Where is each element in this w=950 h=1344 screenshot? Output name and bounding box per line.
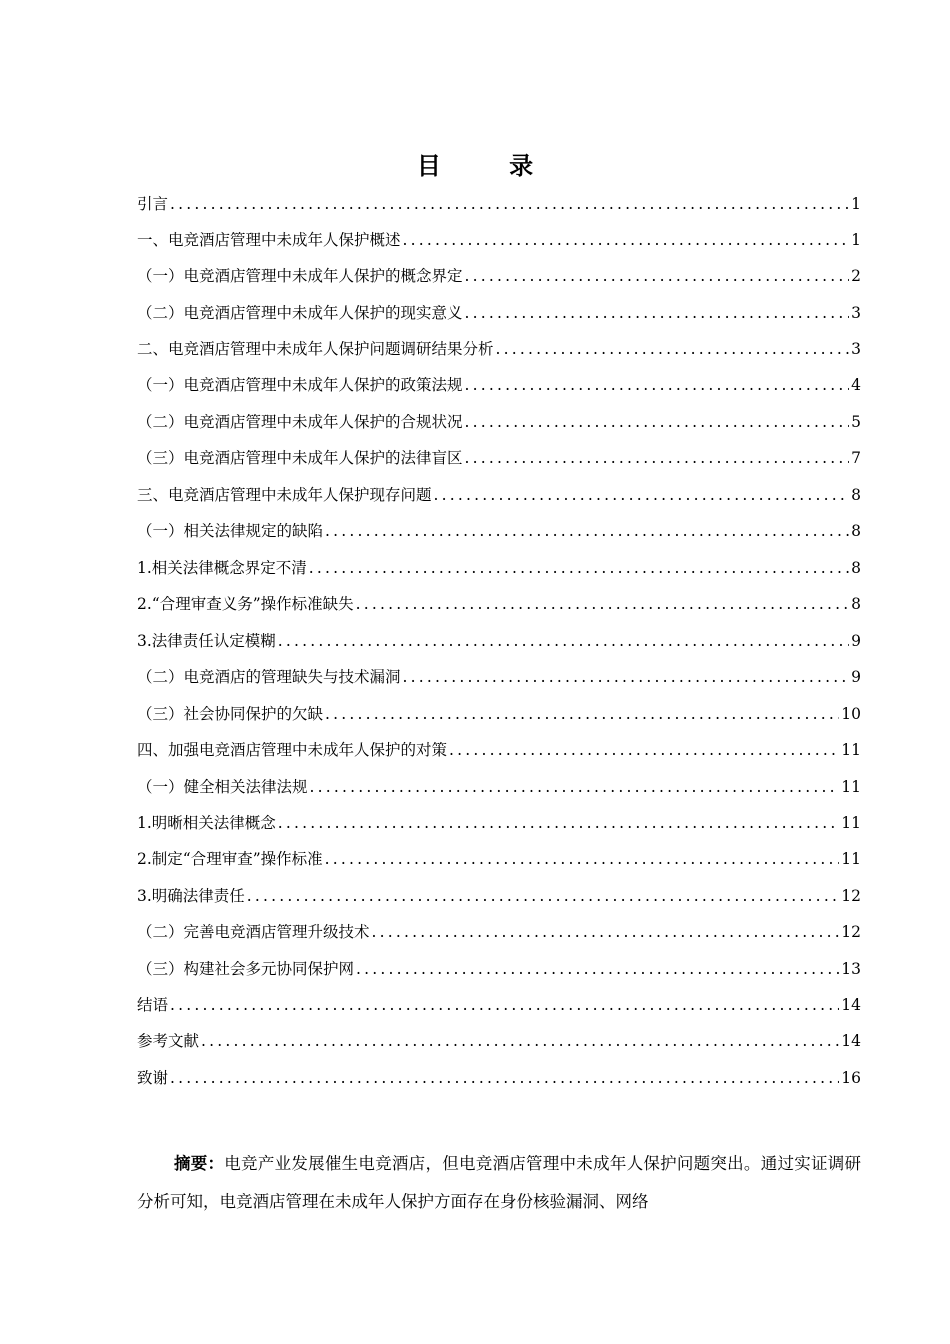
toc-leader-dots (370, 920, 840, 944)
toc-entry[interactable] (137, 1066, 861, 1090)
toc-entry[interactable] (137, 957, 861, 981)
toc-title: 目 录 (416, 151, 564, 180)
toc-entry[interactable] (137, 665, 861, 689)
toc-entry-label: （三）社会协同保护的欠缺 (137, 705, 324, 723)
toc-entry-label: 2.制定“合理审查”操作标准 (137, 850, 323, 868)
toc-entry-label: 结语 (137, 996, 169, 1014)
toc-entry[interactable] (137, 264, 861, 288)
toc-entry-label: （二）电竞酒店的管理缺失与技术漏洞 (137, 668, 401, 686)
toc-entry-label: （三）电竞酒店管理中未成年人保护的法律盲区 (137, 449, 463, 467)
toc-entry[interactable] (137, 1029, 861, 1053)
toc-entry-page-number: 1 (851, 231, 861, 249)
toc-entry[interactable] (137, 228, 861, 252)
toc-entry[interactable] (137, 847, 861, 871)
toc-leader-dots (323, 519, 849, 543)
toc-entry-page-number: 11 (841, 778, 861, 796)
toc-entry-label: 三、电竞酒店管理中未成年人保护现存问题 (137, 486, 432, 504)
toc-entry-page-number: 4 (851, 376, 861, 394)
toc-entry-label: （三）构建社会多元协同保护网 (137, 960, 355, 978)
toc-entry[interactable] (137, 702, 861, 726)
toc-entry-page-number: 2 (851, 267, 861, 285)
toc-entry-label: 3.明确法律责任 (137, 887, 245, 905)
toc-entry-label: 1.明晰相关法律概念 (137, 814, 276, 832)
toc-entry-label: 引言 (137, 195, 169, 213)
toc-leader-dots (276, 811, 839, 835)
toc-entry[interactable] (137, 920, 861, 944)
toc-entry-page-number: 10 (841, 705, 861, 723)
toc-leader-dots (276, 629, 849, 653)
toc-leader-dots (199, 1029, 839, 1053)
toc-entry[interactable] (137, 884, 861, 908)
toc-entry-label: 四、加强电竞酒店管理中未成年人保护的对策 (137, 741, 448, 759)
toc-entry-page-number: 9 (851, 668, 861, 686)
toc-leader-dots (447, 738, 839, 762)
toc-entry[interactable] (137, 483, 861, 507)
toc-leader-dots (308, 775, 840, 799)
toc-entry-label: 1.相关法律概念界定不清 (137, 559, 307, 577)
toc-entry[interactable] (137, 592, 861, 616)
toc-leader-dots (307, 556, 849, 580)
toc-entry-page-number: 12 (841, 923, 861, 941)
toc-entry[interactable] (137, 192, 861, 216)
toc-entry-label: （一）健全相关法律法规 (137, 778, 308, 796)
toc-entry-page-number: 13 (841, 960, 861, 978)
toc-leader-dots (354, 592, 849, 616)
toc-entry-label: 3.法律责任认定模糊 (137, 632, 276, 650)
toc-leader-dots (323, 702, 839, 726)
toc-leader-dots (463, 446, 850, 470)
toc-entry[interactable] (137, 519, 861, 543)
toc-entry-label: 一、电竞酒店管理中未成年人保护概述 (137, 231, 401, 249)
toc-entry-page-number: 8 (851, 486, 861, 504)
toc-leader-dots (168, 1066, 839, 1090)
toc-entry-page-number: 16 (841, 1069, 861, 1087)
toc-entry-page-number: 11 (841, 741, 861, 759)
toc-leader-dots (168, 192, 849, 216)
toc-entry[interactable] (137, 993, 861, 1017)
toc-entry-page-number: 14 (841, 1032, 861, 1050)
toc-leader-dots (494, 337, 850, 361)
toc-entry-page-number: 3 (851, 304, 861, 322)
toc-leader-dots (323, 847, 840, 871)
toc-entry[interactable] (137, 629, 861, 653)
toc-leader-dots (463, 410, 850, 434)
toc-leader-dots (463, 373, 850, 397)
toc-entry[interactable] (137, 556, 861, 580)
toc-entry-label: 参考文献 (137, 1032, 200, 1050)
toc-entry-page-number: 1 (851, 195, 861, 213)
toc-entry-label: （二）电竞酒店管理中未成年人保护的合规状况 (137, 413, 463, 431)
toc-leader-dots (463, 264, 850, 288)
toc-entry[interactable] (137, 301, 861, 325)
toc-entry-label: 二、电竞酒店管理中未成年人保护问题调研结果分析 (137, 340, 494, 358)
abstract-paragraph (137, 1145, 861, 1221)
toc-entry-page-number: 5 (851, 413, 861, 431)
toc-entry-page-number: 11 (841, 850, 861, 868)
abstract-text: 电竞产业发展催生电竞酒店，但电竞酒店管理中未成年人保护问题突出。通过实证调研分析可知，电竞酒店管理在未成年人保护方面存在身份核验漏洞、网络 (137, 1154, 862, 1211)
toc-entry-page-number: 11 (841, 814, 861, 832)
toc-entry-label: （一）电竞酒店管理中未成年人保护的概念界定 (137, 267, 463, 285)
toc-entry[interactable] (137, 410, 861, 434)
toc-entry-page-number: 12 (841, 887, 861, 905)
toc-leader-dots (432, 483, 850, 507)
toc-entry-page-number: 7 (851, 449, 861, 467)
toc-entry[interactable] (137, 373, 861, 397)
toc-entry[interactable] (137, 446, 861, 470)
abstract-label: 摘要： (174, 1154, 225, 1173)
toc-leader-dots (401, 665, 850, 689)
toc-entry[interactable] (137, 775, 861, 799)
toc-entry-page-number: 8 (851, 559, 861, 577)
toc-entry-page-number: 9 (851, 632, 861, 650)
toc-leader-dots (463, 301, 850, 325)
toc-entry-label: （二）电竞酒店管理中未成年人保护的现实意义 (137, 304, 463, 322)
toc-entry-label: 2.“合理审查义务”操作标准缺失 (137, 595, 354, 613)
toc-entry-label: （一）相关法律规定的缺陷 (137, 522, 324, 540)
toc-leader-dots (401, 228, 850, 252)
toc-entry-page-number: 14 (841, 996, 861, 1014)
toc-leader-dots (168, 993, 839, 1017)
toc-entry[interactable] (137, 811, 861, 835)
toc-entry[interactable] (137, 337, 861, 361)
toc-entry-page-number: 8 (851, 522, 861, 540)
toc-entry-page-number: 3 (851, 340, 861, 358)
toc-entry[interactable] (137, 738, 861, 762)
toc-entry-label: 致谢 (137, 1069, 169, 1087)
toc-entry-label: （一）电竞酒店管理中未成年人保护的政策法规 (137, 376, 463, 394)
toc-entry-page-number: 8 (851, 595, 861, 613)
toc-leader-dots (354, 957, 839, 981)
toc-leader-dots (245, 884, 839, 908)
toc-entry-label: （二）完善电竞酒店管理升级技术 (137, 923, 370, 941)
